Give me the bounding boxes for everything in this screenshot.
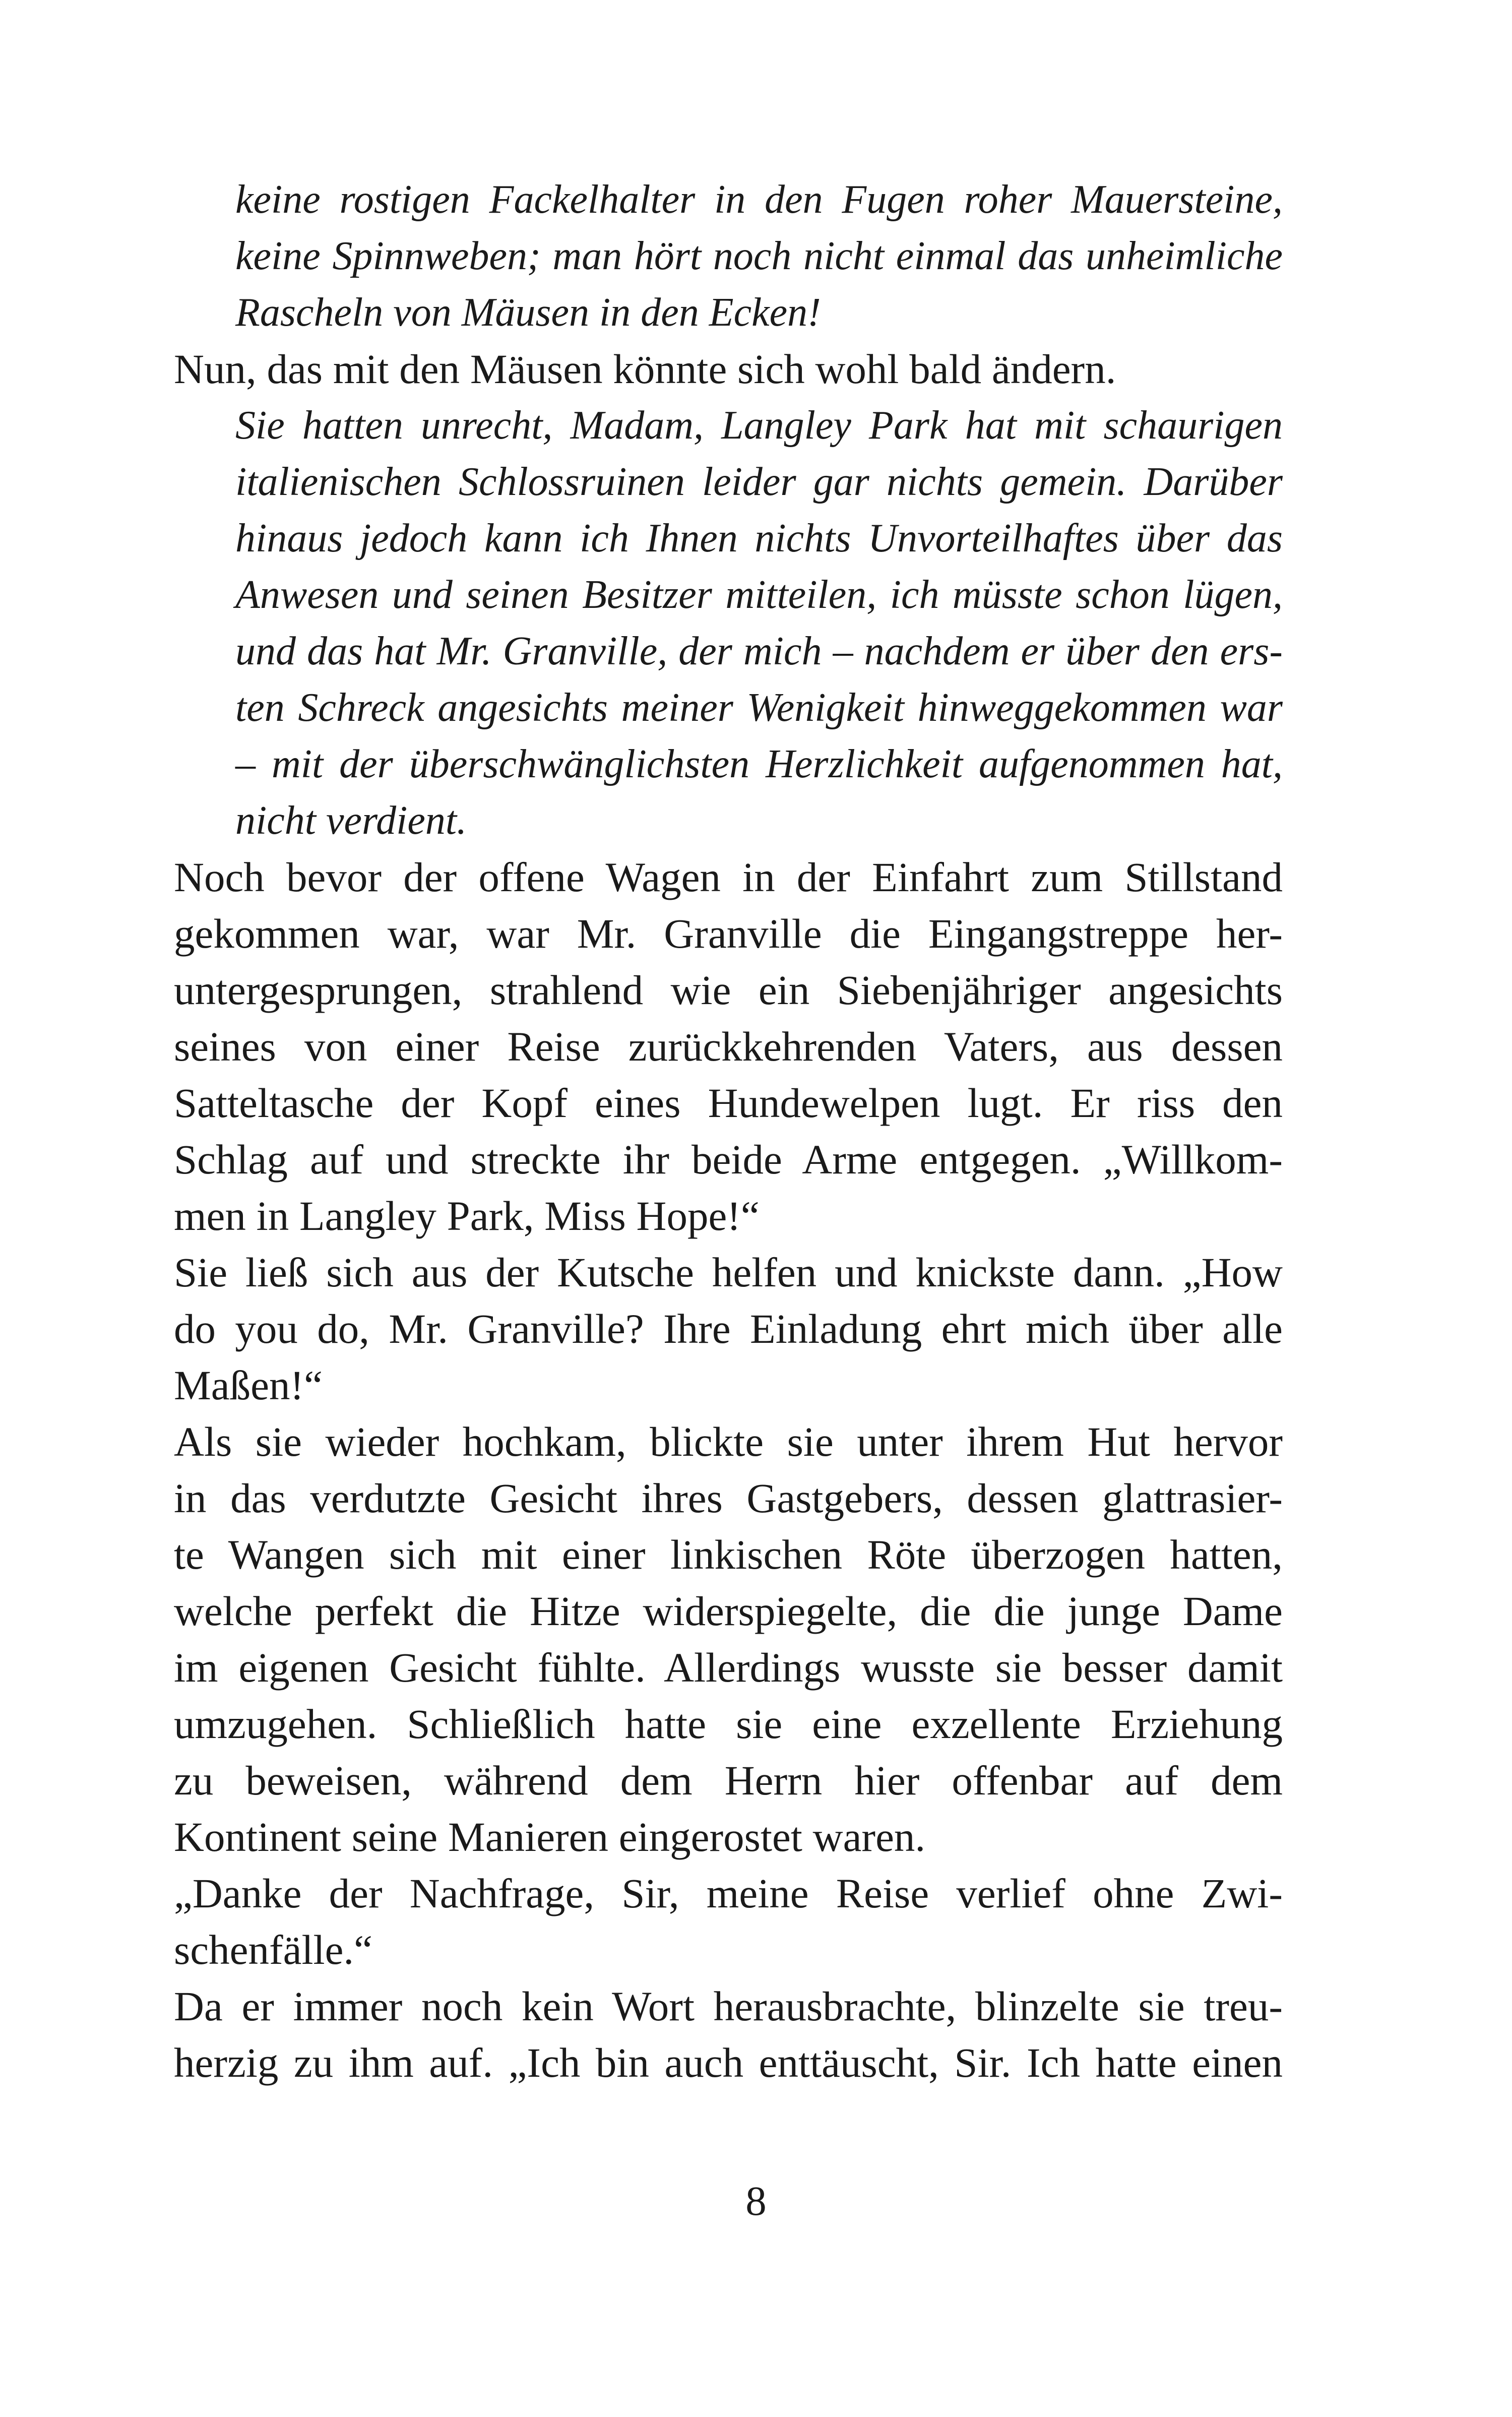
text-line: Anwesen und seinen Besitzer mitteilen, ich müsste schon lügen, <box>235 573 1283 617</box>
page-text <box>174 171 1283 2091</box>
text-line: Sie ließ sich aus der Kutsche helfen und knickste dann. „How <box>174 1249 1283 1295</box>
text-line: untergesprungen, strahlend wie ein Siebenjähriger angesichts <box>174 967 1283 1013</box>
text-line: Maßen!“ <box>174 1362 323 1408</box>
text-line: zu beweisen, während dem Herrn hier offenbar auf dem <box>174 1757 1283 1804</box>
text-line: Schlag auf und streckte ihr beide Arme entgegen. „Willkom- <box>174 1136 1283 1183</box>
text-line: herzig zu ihm auf. „Ich bin auch enttäuscht, Sir. Ich hatte einen <box>174 2039 1283 2086</box>
text-line: – mit der überschwänglichsten Herzlichkeit aufgenommen hat, <box>235 742 1283 786</box>
text-line: keine Spinnweben; man hört noch nicht einmal das unheimliche <box>235 234 1283 278</box>
paragraph <box>174 341 1283 397</box>
paragraph <box>174 1244 1283 1413</box>
text-line: schenfälle.“ <box>174 1927 373 1973</box>
text-line: italienischen Schlossruinen leider gar nichts gemein. Darüber <box>235 460 1283 504</box>
paragraph <box>174 849 1283 1244</box>
quote-block <box>174 171 1283 341</box>
text-line: Rascheln von Mäusen in den Ecken! <box>235 290 821 335</box>
text-line: Noch bevor der offene Wagen in der Einfahrt zum Stillstand <box>174 854 1283 900</box>
text-line: do you do, Mr. Granville? Ihre Einladung ehrt mich über alle <box>174 1306 1283 1352</box>
text-line: men in Langley Park, Miss Hope!“ <box>174 1193 760 1239</box>
paragraph <box>174 1413 1283 1865</box>
page-number: 8 <box>745 2178 767 2224</box>
text-line: umzugehen. Schließlich hatte sie eine exzellente Erziehung <box>174 1701 1283 1747</box>
text-line: in das verdutzte Gesicht ihres Gastgebers, dessen glattrasier- <box>174 1475 1283 1521</box>
text-line: Nun, das mit den Mäusen könnte sich wohl bald ändern. <box>174 346 1116 392</box>
paragraph <box>174 1978 1283 2091</box>
text-line: „Danke der Nachfrage, Sir, meine Reise verlief ohne Zwi- <box>174 1870 1283 1916</box>
text-line: seines von einer Reise zurückkehrenden Vaters, aus dessen <box>174 1023 1283 1070</box>
text-line: ten Schreck angesichts meiner Wenigkeit hinweggekommen war <box>235 686 1283 730</box>
text-line: hinaus jedoch kann ich Ihnen nichts Unvorteilhaftes über das <box>235 516 1283 561</box>
text-line: te Wangen sich mit einer linkischen Röte überzogen hatten, <box>174 1531 1283 1578</box>
text-line: gekommen war, war Mr. Granville die Eingangstreppe her- <box>174 910 1283 957</box>
text-line: Sie hatten unrecht, Madam, Langley Park hat mit schaurigen <box>235 403 1283 448</box>
paragraph <box>174 1865 1283 1978</box>
text-line: und das hat Mr. Granville, der mich – nachdem er über den ers- <box>235 629 1283 673</box>
text-line: nicht verdient. <box>235 798 467 843</box>
text-line: Als sie wieder hochkam, blickte sie unter ihrem Hut hervor <box>174 1418 1283 1465</box>
text-line: keine rostigen Fackelhalter in den Fugen roher Mauersteine, <box>235 177 1283 222</box>
text-line: Kontinent seine Manieren eingerostet waren. <box>174 1814 926 1860</box>
text-line: Satteltasche der Kopf eines Hundewelpen lugt. Er riss den <box>174 1080 1283 1126</box>
text-line: welche perfekt die Hitze widerspiegelte, die die junge Dame <box>174 1588 1283 1634</box>
text-line: im eigenen Gesicht fühlte. Allerdings wusste sie besser damit <box>174 1644 1283 1691</box>
quote-block <box>174 397 1283 849</box>
text-line: Da er immer noch kein Wort herausbrachte, blinzelte sie treu- <box>174 1983 1283 2029</box>
